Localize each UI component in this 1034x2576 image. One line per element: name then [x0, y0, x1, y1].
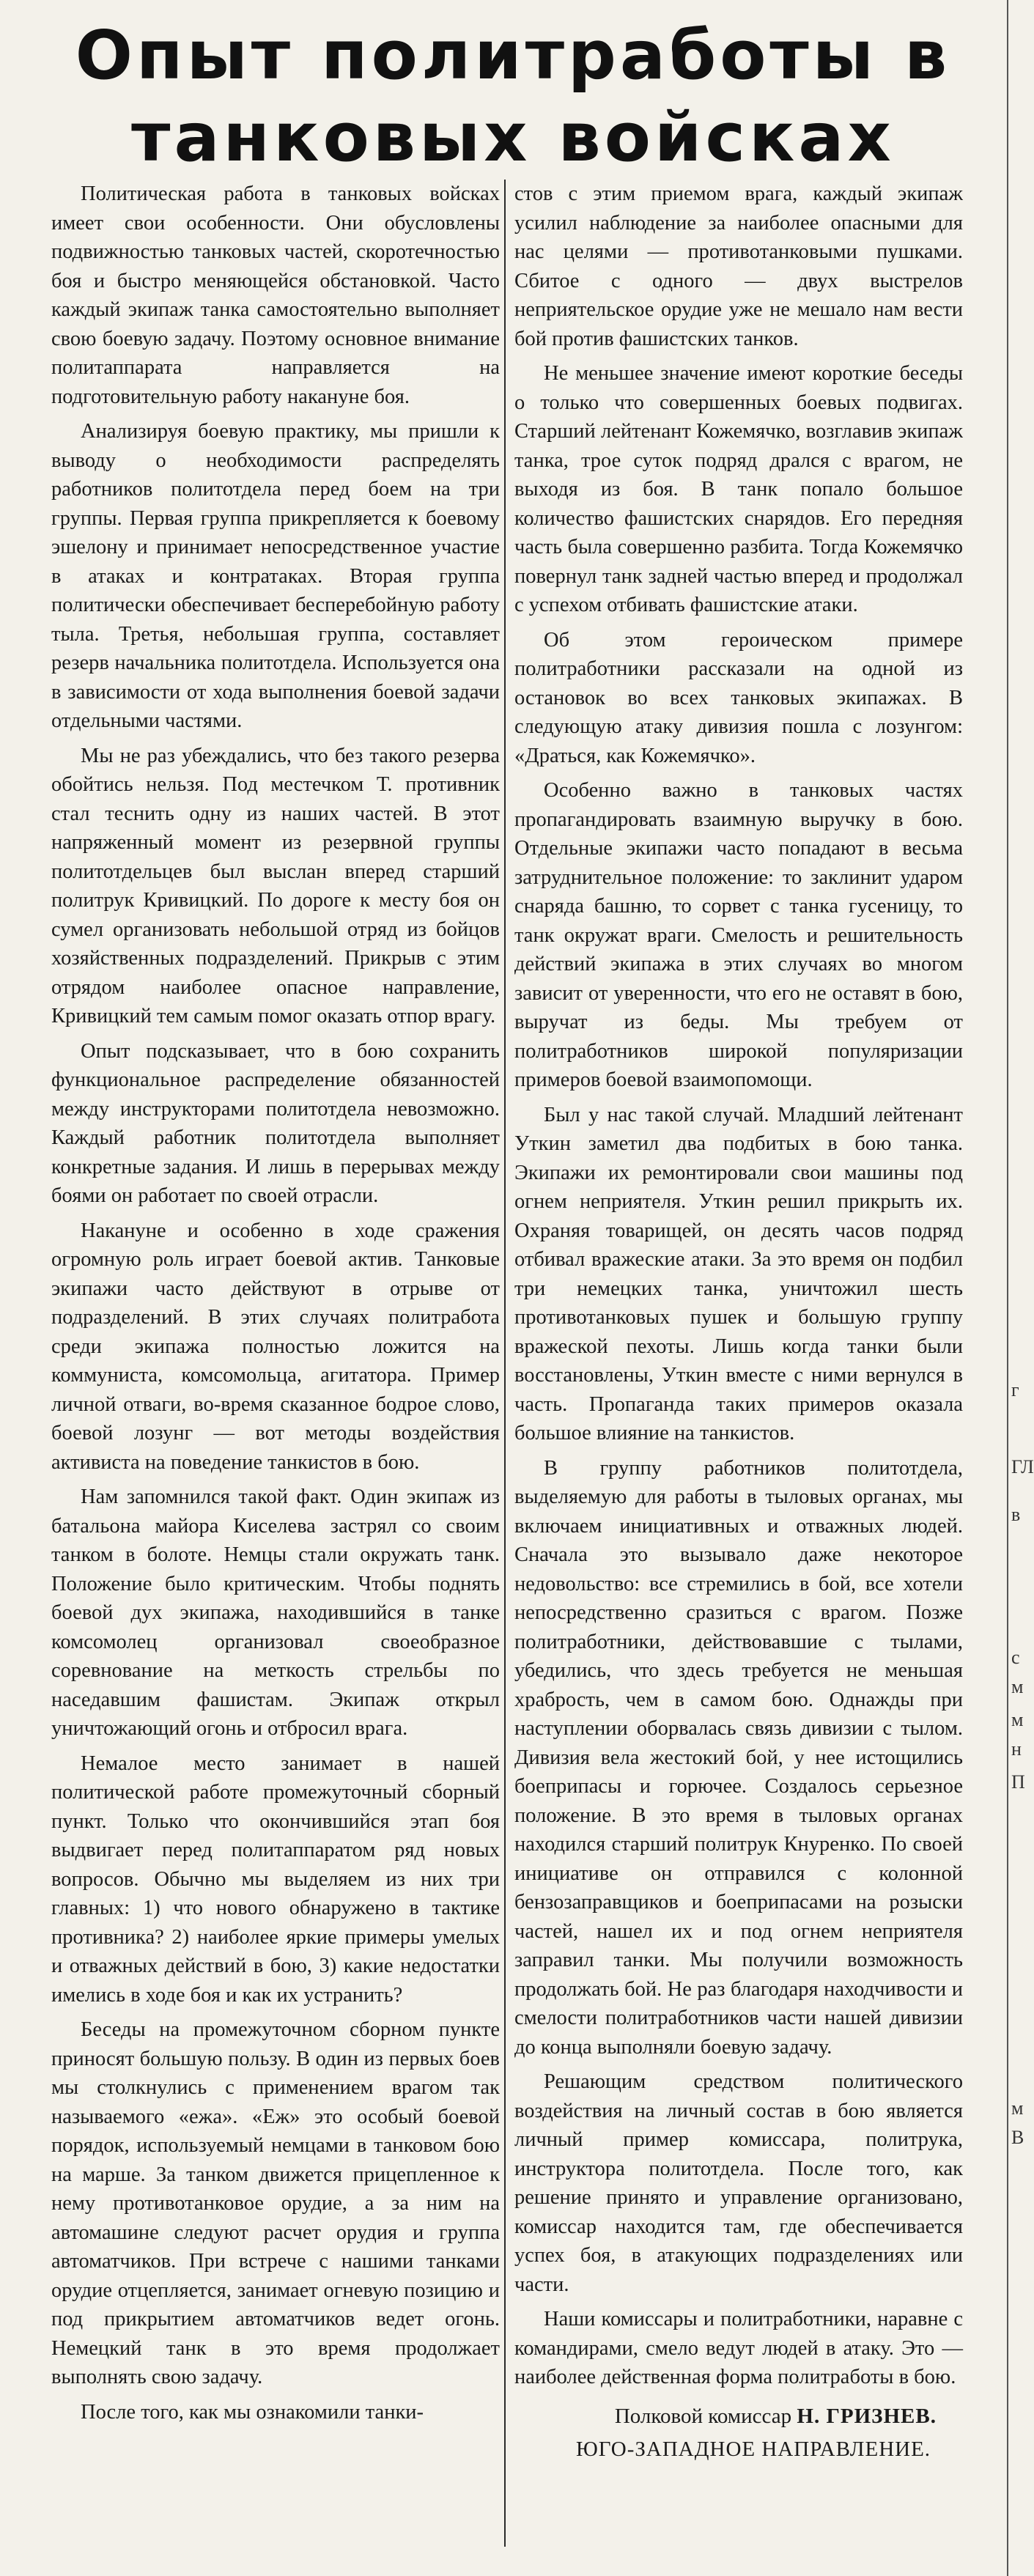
paragraph: Мы не раз убеждались, что без такого резерва обойтись нельзя. Под местечком Т. противник стал теснить одну из наших частей. В этот напряженный момент из резервной группы политотдельцев был выслан вперед старший политрук Кривицкий. По дороге к месту боя он сумел организовать небольшой отряд из бойцов хозяйственных подразделений. Прикрыв с этим отрядом наиболее опасное направление, Кривицкий тем самым помог оказать отпор врагу.	[51, 744, 500, 1027]
paragraph: Накануне и особенно в ходе сражения огромную роль играет боевой актив. Танковые экипажи часто действуют в отрыве от подразделений. В этих случаях политработа среди экипажа полностью ложится на коммуниста, комсомольца, агитатора. Пример личной отваги, во-время сказанное бодрое слово, боевой лозунг — вот методы воздействия активиста на поведение танкистов в бою.	[51, 1219, 500, 1474]
paragraph: Нам запомнился такой факт. Один экипаж из батальона майора Киселева застрял со своим танком в болоте. Немцы стали окружать танк. Положение было критическим. Чтобы поднять боевой дух экипажа, находившийся в танке комсомолец организовал своеобразное соревнование на меткость стрельбы по наседавшим фашистам. Экипаж открыл уничтожающий огонь и отбросил врага.	[51, 1486, 500, 1740]
article-headline	[44, 15, 982, 179]
right-column	[514, 180, 963, 2547]
adjacent-column-fragment: в	[1011, 1504, 1021, 1525]
adjacent-column-rule	[1007, 0, 1008, 2576]
adjacent-column-fragment: П	[1011, 1771, 1025, 1793]
paragraph: Особенно важно в танковых частях пропагандировать взаимную выручку в бою. Отдельные экипажи часто попадают в весьма затруднительное положение: то заклинит ударом снаряда башню, то сорвет с танка гусеницу, то танк окружат враги. Смелость и решительность действий экипажа в этих случаях во многом зависит от уверенности, что его не оставят в бою, выручат из беды. Мы требуем от политработников широкой популяризации примеров боевой взаимопомощи.	[514, 779, 963, 1091]
adjacent-column-fragment: н	[1011, 1738, 1022, 1760]
front-direction: ЮГО-ЗАПАДНОЕ НАПРАВЛЕНИЕ.	[575, 2437, 931, 2461]
paragraph: Был у нас такой случай. Младший лейтенант Уткин заметил два подбитых в бою танка. Экипажи их ремонтировали свои машины под огнем неприятеля. Уткин решил прикрыть их. Охраняя товарищей, он десять часов подряд отбивал вражеские атаки. За это время он подбил три немецких танка, уничтожил шесть противотанковых пушек и большую группу вражеской пехоты. Лишь когда танки были восстановлены, Уткин вместе с ними вернулся в часть. Пропаганда таких примеров оказала большое влияние на танкистов.	[514, 1103, 963, 1444]
headline-line-1: Опыт политработы в	[75, 16, 951, 95]
author-name: Н. ГРИЗНЕВ.	[797, 2404, 937, 2428]
author-signature	[514, 2402, 963, 2432]
paragraph: Беседы на промежуточном сборном пункте приносят большую пользу. В один из первых боев мы столкнулись с применением врагом так называемого «ежа». «Еж» это особый боевой порядок, используемый немцами в танковом бою на марше. За танком движется прицепленное к нему противотанковое орудие, а за ним на автомашине следуют расчет орудия и группа автоматчиков. При встрече с нашими танками орудие отцепляется, занимает огневую позицию и под прикрытием автоматчиков ведет огонь. Немецкий танк в это время продолжает выполнять свою задачу.	[51, 2018, 500, 2388]
paragraph: В группу работников политотдела, выделяемую для работы в тыловых органах, мы включаем инициативных и отважных людей. Сначала это вызывало даже некоторое недовольство: все стремились в бой, все хотели непосредственно сразиться с врагом. Позже политработники, действовавшие с тылами, убедились, что здесь требуется не меньшая храбрость, чем в самом бою. Однажды при наступлении оборвалась связь дивизии с тылом. Дивизия вела жестокий бой, у нее истощились боеприпасы и горючее. Создалось серьезное положение. В это время в тыловых органах находился старший политрук Кнуренко. По своей инициативе он отправился с колонной бензозаправщиков и боеприпасами на розыски частей, нашел их и под огнем неприятеля заправил танки. Мы получили возможность продолжать бой. Не раз благодаря находчивости и смелости политработников части нашей дивизии до конца выполняли боевую задачу.	[514, 1456, 963, 2059]
adjacent-column-fragment: г	[1011, 1379, 1019, 1400]
paragraph: стов с этим приемом врага, каждый экипаж усилил наблюдение за наиболее опасными для нас целями — противотанковыми пушками. Сбитое с одного — двух выстрелов неприятельское орудие уже не мешало нам вести бой против фашистских танков.	[514, 182, 963, 350]
column-divider	[504, 180, 506, 2547]
adjacent-column-fragment: м	[1011, 1676, 1024, 1697]
adjacent-column-fragment: м	[1011, 2097, 1024, 2119]
adjacent-column-fragment: В	[1011, 2127, 1024, 2148]
paragraph: После того, как мы ознакомили танки-	[81, 2400, 424, 2424]
paragraph: Политическая работа в танковых войсках имеет свои особенности. Они обусловлены подвижностью танковых частей, скоротечностью боя и быстро меняющейся обстановкой. Часто каждый экипаж танка самостоятельно выполняет свою боевую задачу. Поэтому основное внимание политаппарата направляется на подготовительную работу накануне боя.	[51, 182, 500, 408]
paragraph: Об этом героическом примере политработники рассказали на одной из остановок во всех танковых экипажах. В следующую атаку дивизия пошла с лозунгом: «Драться, как Кожемячко».	[514, 628, 963, 767]
paragraph: Немалое место занимает в нашей политической работе промежуточный сборный пункт. Только что окончившийся этап боя выдвигает перед политаппаратом ряд новых вопросов. Обычно мы выделяем из них три главных: 1) что нового обнаружено в тактике противника? 2) наиболее яркие примеры умелых и отважных действий в бою, 3) какие недостатки имелись в ходе боя и как их устранить?	[51, 1752, 500, 2007]
author-rank: Полковой комиссар	[614, 2404, 792, 2428]
paragraph: Решающим средством политического воздействия на личный состав в бою является личный пример комиссара, политрука, инструктора политотдела. После того, как решение принято и управление организовано, комиссар находится там, где обеспечивается успех боя, в атакующих подразделениях или части.	[514, 2070, 963, 2296]
paragraph: Анализируя боевую практику, мы пришли к выводу о необходимости распределять работников политотдела перед боем на три группы. Первая группа прикрепляется к боевому эшелону и принимает непосредственное участие в атаках и контратаках. Вторая группа политически обеспечивает бесперебойную работу тыла. Третья, небольшая группа, составляет резерв начальника политотдела. Используется она в зависимости от хода выполнения боевой задачи отдельными частями.	[51, 420, 500, 732]
headline-line-2: танковых войсках	[131, 98, 895, 177]
paragraph: Опыт подсказывает, что в бою сохранить функциональное распределение обязанностей между инструкторами политотдела невозможно. Каждый работник политотдела выполняет конкретные задания. И лишь в перерывах между боями он работает по своей отрасли.	[51, 1039, 500, 1207]
paragraph: Не меньшее значение имеют короткие беседы о только что совершенных боевых подвигах. Старший лейтенант Кожемячко, возглавив экипаж танка, трое суток подряд дрался с врагом, не выходя из боя. В танк попало большое количество фашистских снарядов. Его передняя часть была совершенно разбита. Тогда Кожемячко повернул танк задней частью вперед и продолжал с успехом отбивать фашистские атаки.	[514, 362, 963, 616]
adjacent-column-fragment: с	[1011, 1647, 1020, 1668]
adjacent-column-fragment: ГЛ	[1011, 1456, 1034, 1477]
left-column	[51, 180, 500, 2547]
adjacent-column-fragment: м	[1011, 1709, 1024, 1730]
paragraph: Наши комиссары и политработники, наравне с командирами, смело ведут людей в атаку. Это — наиболее действенная форма политработы в бою.	[514, 2308, 963, 2388]
